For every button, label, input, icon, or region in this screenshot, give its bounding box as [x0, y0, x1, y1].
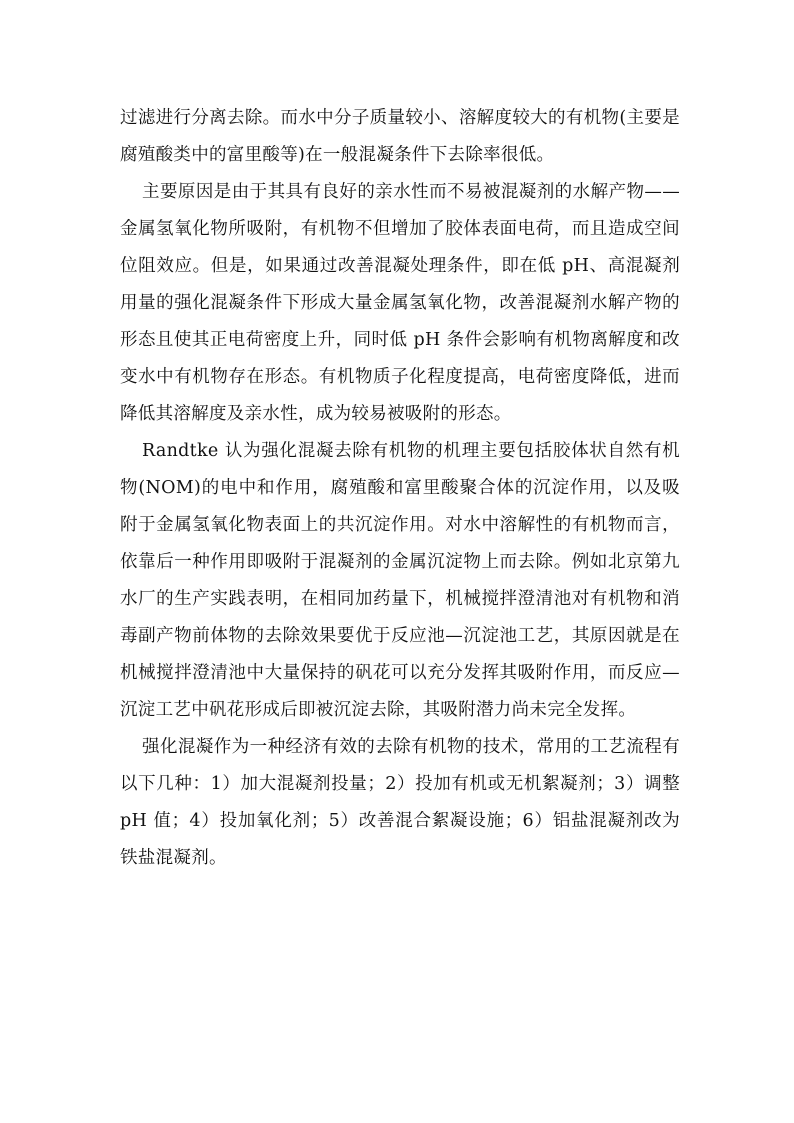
document-body — [120, 100, 680, 877]
paragraph-main-reason: 主要原因是由于其具有良好的亲水性而不易被混凝剂的水解产物——金属氢氧化物所吸附，有机物不但增加了胶体表面电荷，而且造成空间位阻效应。但是，如果通过改善混凝处理条件，即在低 pH、高混凝剂用量的强化混凝条件下形成大量金属氢氧化物，改善混凝剂水解产物的形态且使其正电荷密度上升，同时低 pH 条件会影响有机物离解度和改变水中有机物存在形态。有机物质子化程度提高，电荷密度降低，进而降低其溶解度及亲水性，成为较易被吸附的形态。 — [120, 182, 680, 424]
paragraph-randtke-mechanism: Randtke 认为强化混凝去除有机物的机理主要包括胶体状自然有机物(NOM)的电中和作用，腐殖酸和富里酸聚合体的沉淀作用，以及吸附于金属氢氧化物表面上的共沉淀作用。对水中溶解性的有机物而言，依靠后一种作用即吸附于混凝剂的金属沉淀物上而去除。例如北京第九水厂的生产实践表明，在相同加药量下，机械搅拌澄清池对有机物和消毒副产物前体物的去除效果要优于反应池—沉淀池工艺，其原因就是在机械搅拌澄清池中大量保持的矾花可以充分发挥其吸附作用，而反应—沉淀工艺中矾花形成后即被沉淀去除，其吸附潜力尚未完全发挥。 — [120, 441, 680, 720]
paragraph-continuation: 过滤进行分离去除。而水中分子质量较小、溶解度较大的有机物(主要是腐殖酸类中的富里酸等)在一般混凝条件下去除率很低。 — [120, 108, 680, 165]
paragraph-process-list: 强化混凝作为一种经济有效的去除有机物的技术，常用的工艺流程有以下几种：1）加大混凝剂投量；2）投加有机或无机絮凝剂；3）调整 pH 值；4）投加氧化剂；5）改善混合絮凝设施；6）铝盐混凝剂改为铁盐混凝剂。 — [120, 737, 680, 868]
